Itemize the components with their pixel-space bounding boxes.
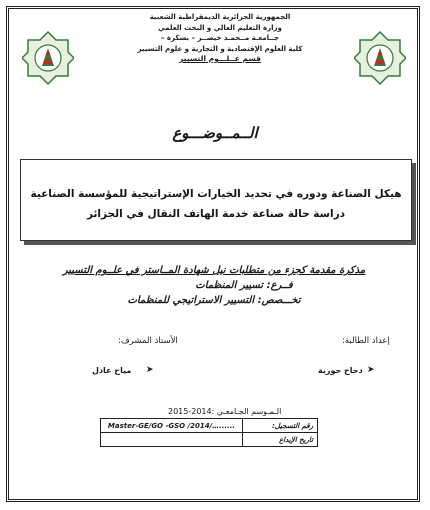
table-row — [101, 433, 318, 447]
deposit-date-label: تاريخ الإيداع — [243, 433, 318, 447]
registration-table — [100, 418, 318, 447]
ministry-line: وزارة التعليم العالي و البحث العلمي — [158, 23, 282, 32]
department-line: قسم عــلـــوم التسيير — [179, 54, 261, 63]
registration-number-value: Master-GE/GO -GSO /2014/…...... — [101, 419, 243, 433]
memo-description — [18, 263, 410, 308]
faculty-line: كلية العلوم الإقتصادية و التجارية و علوم التسيير — [137, 44, 303, 53]
logo-emblem — [354, 32, 406, 84]
deposit-date-value — [101, 433, 243, 447]
thesis-title-box — [20, 159, 412, 241]
supervisor-label: الأستاذ المشرف: — [118, 336, 178, 346]
university-line: جــامعـة مــحمـد خيضــر – بسكرة – — [160, 34, 280, 42]
subject-heading: الــمــوضـــوع — [172, 124, 258, 142]
republic-line: الجمهورية الجزائرية الديمقراطية الشعبية — [149, 13, 291, 21]
memo-line-specialty: تخـــصص: التسيير الاستراتيجي للمنظمات — [127, 295, 301, 306]
logo-emblem — [22, 32, 74, 84]
thesis-title-line-1: هيكل الصناعة ودوره في تحديد الخيارات الإستراتيجية للمؤسسة الصناعية — [30, 188, 402, 200]
thesis-title-line-2: دراسة حالة صناعة خدمة الهاتف النقال في الجزائر — [86, 208, 346, 220]
university-logo-right — [354, 30, 406, 86]
supervisor-name: مياح عادل — [92, 366, 132, 375]
bullet-arrow-icon: ➤ — [146, 365, 154, 375]
student-name: دحاح حورية — [318, 366, 363, 375]
registration-number-label: رقم التسجيل: — [243, 419, 318, 433]
table-row — [101, 419, 318, 433]
memo-line-branch: فــرع: تسيير المنظمات — [195, 280, 293, 291]
academic-year: الـمـوسم الجـامعـي :2014-2015 — [168, 407, 282, 416]
institution-header — [100, 12, 340, 65]
bullet-arrow-icon: ➤ — [367, 365, 375, 375]
memo-line-degree: مذكرة مقدمة كجزء من متطلبات نيل شهادة المــاستر في علــوم التسيير — [62, 265, 366, 276]
student-label: إعداد الطالبة: — [342, 336, 390, 346]
university-logo-left — [22, 30, 74, 86]
